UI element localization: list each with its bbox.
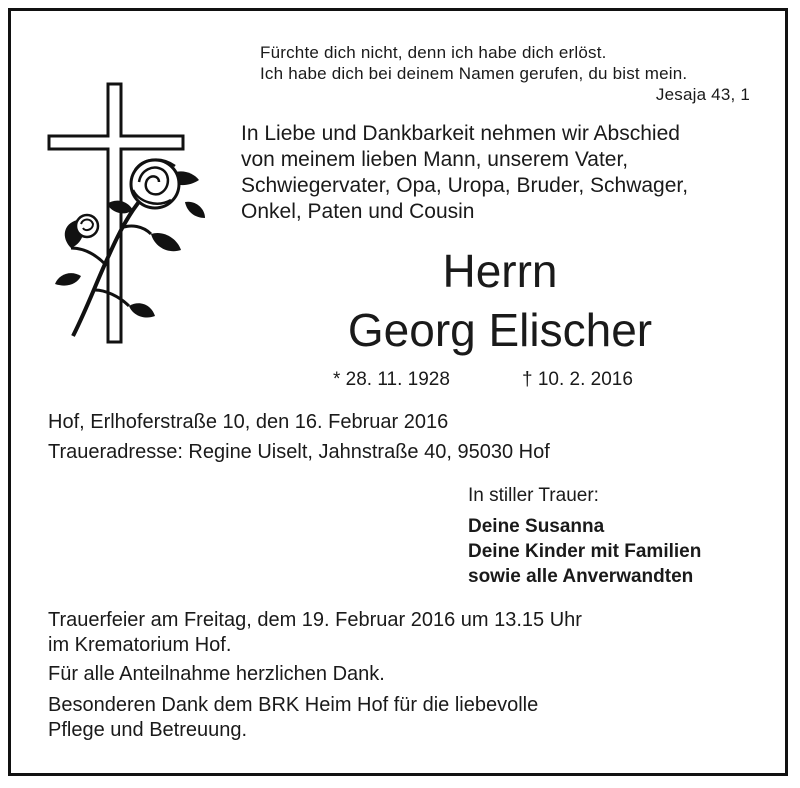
- birth-date: * 28. 11. 1928: [333, 369, 450, 390]
- verse-reference: Jesaja 43, 1: [655, 85, 750, 104]
- intro-line-2: von meinem lieben Mann, unserem Vater,: [241, 148, 629, 171]
- mourner-name: Deine Susanna: [468, 516, 605, 537]
- farewell-text: [241, 121, 761, 225]
- special-thanks: [48, 693, 748, 743]
- deceased-name: Georg Elischer: [347, 304, 653, 356]
- cross-with-rose-icon: [35, 78, 215, 348]
- funeral-notice: [48, 608, 748, 658]
- salutation: Herrn: [442, 245, 558, 297]
- funeral-line-2: im Krematorium Hof.: [48, 634, 232, 656]
- special-thanks-line-1: Besonderen Dank dem BRK Heim Hof für die liebevolle: [48, 694, 539, 716]
- thanks-text: Für alle Anteilnahme herzlichen Dank.: [48, 663, 385, 685]
- verse-line-2: Ich habe dich bei deinem Namen gerufen, du bist mein.: [260, 64, 688, 83]
- funeral-line-1: Trauerfeier am Freitag, dem 19. Februar 2016 um 13.15 Uhr: [48, 609, 582, 631]
- bible-verse: [260, 42, 750, 105]
- mourner-name: sowie alle Anverwandten: [468, 566, 694, 587]
- verse-line-1: Fürchte dich nicht, denn ich habe dich erlöst.: [260, 43, 607, 62]
- place-and-date: Hof, Erlhoferstraße 10, den 16. Februar 2016: [48, 411, 449, 433]
- death-date: † 10. 2. 2016: [522, 369, 633, 390]
- intro-line-4: Onkel, Paten und Cousin: [241, 200, 475, 223]
- mourners-heading: In stiller Trauer:: [468, 485, 599, 506]
- special-thanks-line-2: Pflege und Betreuung.: [48, 719, 248, 741]
- mourning-address: Traueradresse: Regine Uiselt, Jahnstraße 40, 95030 Hof: [48, 441, 550, 463]
- intro-line-3: Schwiegervater, Opa, Uropa, Bruder, Schwager,: [241, 174, 689, 197]
- intro-line-1: In Liebe und Dankbarkeit nehmen wir Abschied: [241, 122, 680, 145]
- mourners-list: [468, 514, 701, 589]
- mourner-name: Deine Kinder mit Familien: [468, 541, 702, 562]
